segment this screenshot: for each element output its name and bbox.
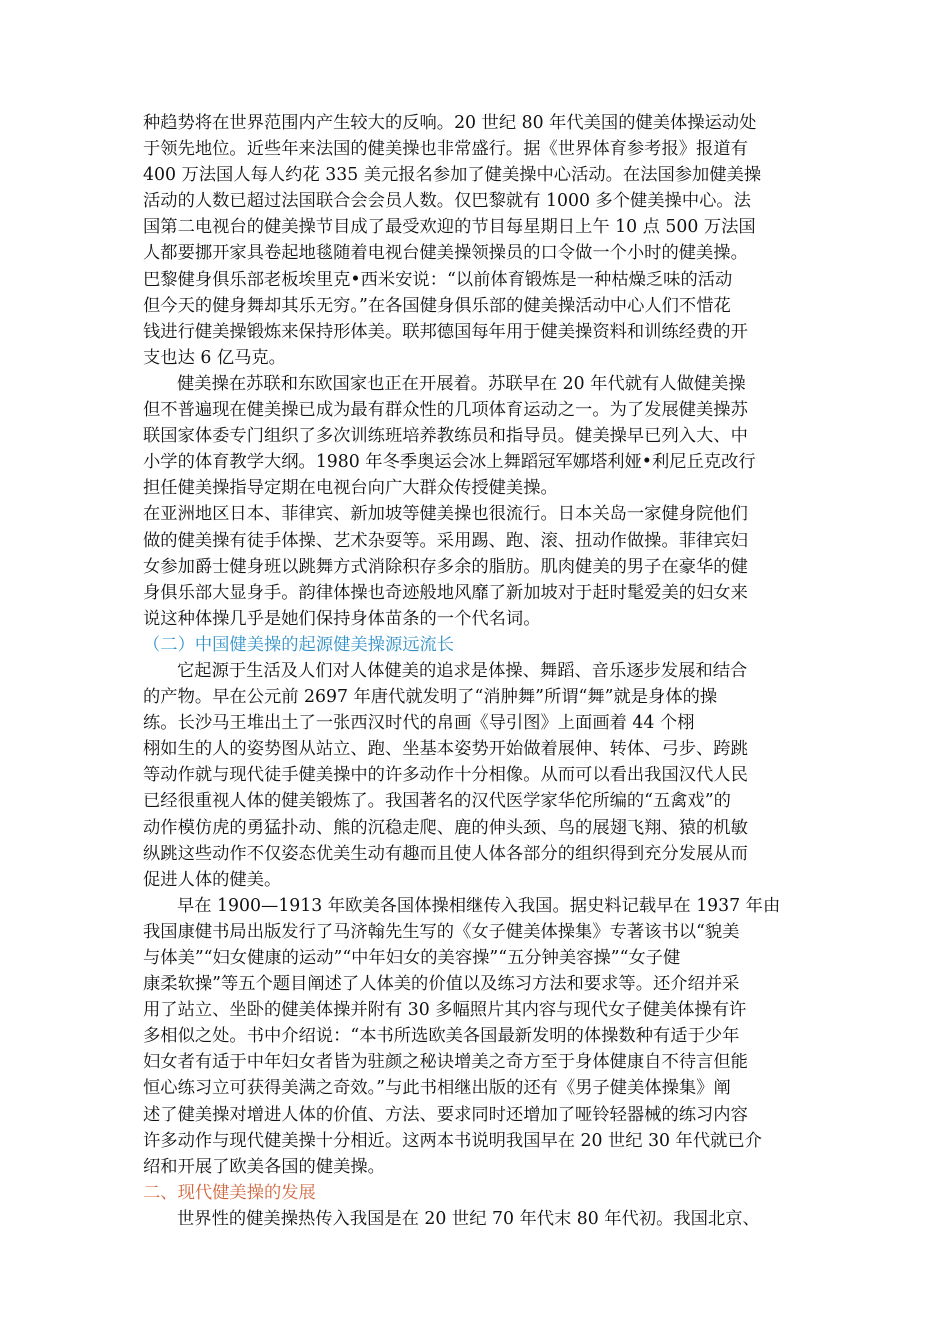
paragraph-line: 多相似之处。书中介绍说：“本书所选欧美各国最新发明的体操数种有适于少年 [143,1026,740,1047]
paragraph [143,1206,807,1232]
paragraph-line: 早在 1900—1913 年欧美各国体操相继传入我国。据史料记载早在 1937 年由 [177,895,781,916]
paragraph-line: 在亚洲地区日本、菲律宾、新加坡等健美操也很流行。日本关岛一家健身院他们 [143,504,748,525]
paragraph-line: 支也达 6 亿马克。 [143,347,286,368]
heading-text: （二）中国健美操的起源健美操源远流长 [143,634,455,655]
heading-text: 二、现代健美操的发展 [143,1182,316,1203]
paragraph-line: 人都要挪开家具卷起地毯随着电视台健美操领操员的口令做一个小时的健美操。 [143,243,748,264]
paragraph-line: 动作模仿虎的勇猛扑动、熊的沉稳走爬、鹿的伸头颈、鸟的展翅飞翔、猿的机敏 [143,817,748,838]
paragraph-line: 练。长沙马王堆出土了一张西汉时代的帛画《导引图》上面画着 44 个栩 [143,713,695,734]
paragraph [143,501,807,631]
paragraph-line: 述了健美操对增进人体的价值、方法、要求同时还增加了哑铃轻器械的练习内容 [143,1104,748,1125]
paragraph-line: 联国家体委专门组织了多次训练班培养教练员和指导员。健美操早已列入大、中 [143,426,748,447]
paragraph [143,893,807,1180]
paragraph-line: 促进人体的健美。 [143,869,282,890]
paragraph-line: 世界性的健美操热传入我国是在 20 世纪 70 年代末 80 年代初。我国北京、 [177,1208,760,1229]
paragraph-line: 身俱乐部大显身手。韵律体操也奇迹般地风靡了新加坡对于赶时髦爱美的妇女来 [143,582,748,603]
paragraph-line: 但今天的健身舞却其乐无穷。”在各国健身俱乐部的健美操活动中心人们不惜花 [143,295,731,316]
paragraph-line: 的产物。早在公元前 2697 年唐代就发明了“消肿舞”所谓“舞”就是身体的操 [143,687,718,708]
paragraph-line: 巴黎健身俱乐部老板埃里克•西米安说：“以前体育锻炼是一种枯燥乏味的活动 [143,269,733,290]
paragraph-line: 活动的人数已超过法国联合会会员人数。仅巴黎就有 1000 多个健美操中心。法 [143,191,751,212]
paragraph [143,371,807,501]
paragraph [143,110,807,371]
paragraph-line: 栩如生的人的姿势图从站立、跑、坐基本姿势开始做着展伸、转体、弓步、跨跳 [143,739,748,760]
paragraph-line: 许多动作与现代健美操十分相近。这两本书说明我国早在 20 世纪 30 年代就已介 [143,1130,762,1151]
paragraph-line: 女参加爵士健身班以跳舞方式消除积存多余的脂肪。肌肉健美的男子在豪华的健 [143,556,748,577]
paragraph-line: 于领先地位。近些年来法国的健美操也非常盛行。据《世界体育参考报》报道有 [143,139,748,160]
paragraph-line: 钱进行健美操锻炼来保持形体美。联邦德国每年用于健美操资料和训练经费的开 [143,321,748,342]
paragraph-line: 种趋势将在世界范围内产生较大的反响。20 世纪 80 年代美国的健美体操运动处 [143,113,757,133]
paragraph-line: 绍和开展了欧美各国的健美操。 [143,1156,385,1177]
paragraph-line: 说这种体操几乎是她们保持身体苗条的一个代名词。 [143,608,541,629]
paragraph-line: 它起源于生活及人们对人体健美的追求是体操、舞蹈、音乐逐步发展和结合 [177,660,748,681]
paragraph-line: 担任健美操指导定期在电视台向广大群众传授健美操。 [143,478,558,499]
paragraph-line: 康柔软操”等五个题目阐述了人体美的价值以及练习方法和要求等。还介绍并采 [143,974,740,995]
paragraph-line: 恒心练习立可获得美满之奇效。”与此书相继出版的还有《男子健美体操集》阐 [143,1078,731,1099]
paragraph-line: 400 万法国人每人约花 335 美元报名参加了健美操中心活动。在法国参加健美操 [143,165,762,186]
paragraph-line: 妇女者有适于中年妇女者皆为驻颜之秘诀增美之奇方至于身体健康自不待言但能 [143,1052,748,1073]
section-heading [143,632,807,658]
document-body [143,110,807,1232]
paragraph-line: 用了站立、坐卧的健美体操并附有 30 多幅照片其内容与现代女子健美体操有许 [143,1000,747,1021]
paragraph-line: 小学的体育教学大纲。1980 年冬季奥运会冰上舞蹈冠军娜塔利娅•利尼丘克改行 [143,452,756,473]
paragraph [143,658,807,893]
paragraph-line: 健美操在苏联和东欧国家也正在开展着。苏联早在 20 年代就有人做健美操 [177,373,746,394]
paragraph-line: 国第二电视台的健美操节目成了最受欢迎的节目每星期日上午 10 点 500 万法国 [143,217,756,238]
paragraph-line: 我国康健书局出版发行了马济翰先生写的《女子健美体操集》专著该书以“貌美 [143,921,740,942]
paragraph-line: 但不普遍现在健美操已成为最有群众性的几项体育运动之一。为了发展健美操苏 [143,400,748,421]
section-heading [143,1180,807,1206]
paragraph-line: 等动作就与现代徒手健美操中的许多动作十分相像。从而可以看出我国汉代人民 [143,765,748,786]
paragraph-line: 纵跳这些动作不仅姿态优美生动有趣而且使人体各部分的组织得到充分发展从而 [143,843,748,864]
paragraph-line: 与体美”“妇女健康的运动”“中年妇女的美容操”“五分钟美容操”“女子健 [143,948,681,968]
paragraph-line: 已经很重视人体的健美锻炼了。我国著名的汉代医学家华佗所编的“五禽戏”的 [143,791,731,812]
paragraph-line: 做的健美操有徒手体操、艺术杂耍等。采用踢、跑、滚、扭动作做操。菲律宾妇 [143,530,748,551]
